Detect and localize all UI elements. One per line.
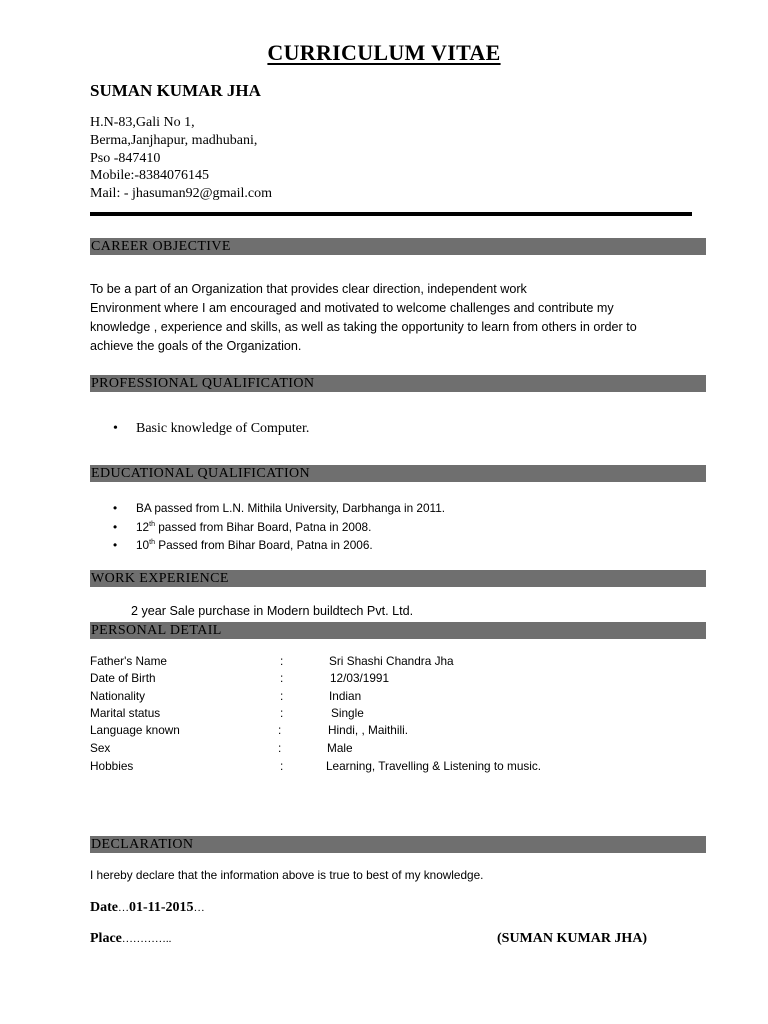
list-item: • BA passed from L.N. Mithila University, Darbhanga in 2011.: [113, 499, 445, 518]
section-bar-educational-qualification: [90, 465, 706, 482]
section-bar-career-objective: [90, 238, 706, 255]
detail-label: Hobbies: [90, 759, 134, 773]
bullet-icon: •: [113, 538, 118, 552]
detail-value: Male: [327, 741, 353, 755]
educational-qualification-list: [113, 499, 445, 555]
mobile-line: Mobile:-8384076145: [90, 168, 209, 184]
email-line: Mail: - jhasuman92@gmail.com: [90, 186, 273, 202]
work-experience-text: 2 year Sale purchase in Modern buildtech Pvt. Ltd.: [131, 604, 414, 618]
detail-separator: :: [280, 759, 284, 773]
objective-line: knowledge , experience and skills, as well as taking the opportunity to learn from others in order to: [90, 320, 637, 334]
place-line: Place…………..: [90, 931, 172, 946]
detail-label: Marital status: [90, 706, 161, 720]
list-item: • 10th Passed from Bihar Board, Patna in 2006.: [113, 536, 445, 555]
section-heading-personal-detail: PERSONAL DETAIL: [91, 623, 222, 638]
detail-value: 12/03/1991: [330, 671, 390, 685]
list-item: • 12th passed from Bihar Board, Patna in 2008.: [113, 518, 445, 537]
address-line-1: H.N-83,Gali No 1,: [90, 115, 195, 130]
section-bar-work-experience: [90, 570, 706, 587]
bullet-icon: •: [113, 519, 118, 534]
section-bar-professional-qualification: [90, 375, 706, 392]
address-line-2: Berma,Janjhapur, madhubani,: [90, 132, 258, 148]
header-divider: [90, 212, 692, 216]
objective-line: To be a part of an Organization that provides clear direction, independent work: [90, 282, 527, 296]
detail-separator: :: [280, 689, 284, 703]
bullet-icon: •: [113, 501, 118, 515]
place-label: Place: [90, 931, 122, 946]
detail-label: Language known: [90, 723, 180, 737]
date-value: 01-11-2015: [129, 900, 194, 915]
detail-value: Hindi, , Maithili.: [328, 723, 408, 737]
detail-separator: :: [278, 741, 282, 755]
date-line: Date…01-11-2015…: [90, 900, 205, 915]
detail-separator: :: [280, 654, 284, 668]
section-heading-work-experience: WORK EXPERIENCE: [91, 571, 229, 586]
contact-block: [90, 114, 272, 203]
signature-name: (SUMAN KUMAR JHA): [497, 931, 648, 946]
section-heading-career-objective: CAREER OBJECTIVE: [91, 239, 231, 254]
bullet-icon: •: [113, 421, 118, 436]
objective-line: achieve the goals of the Organization.: [90, 339, 302, 353]
detail-value: Learning, Travelling & Listening to music.: [326, 759, 542, 773]
career-objective-text: [90, 280, 637, 356]
candidate-name: SUMAN KUMAR JHA: [90, 81, 261, 100]
section-heading-educational-qualification: EDUCATIONAL QUALIFICATION: [91, 466, 311, 481]
section-bar-personal-detail: [90, 622, 706, 639]
date-label: Date: [90, 900, 118, 915]
detail-separator: :: [280, 706, 284, 720]
list-item: • Basic knowledge of Computer.: [113, 421, 310, 436]
section-heading-declaration: DECLARATION: [91, 837, 194, 852]
detail-value: Indian: [329, 689, 362, 703]
detail-label: Date of Birth: [90, 671, 156, 685]
detail-label: Father's Name: [90, 654, 167, 668]
detail-value: Sri Shashi Chandra Jha: [329, 654, 454, 668]
objective-line: Environment where I am encouraged and motivated to welcome challenges and contribute my: [90, 301, 614, 315]
section-heading-professional-qualification: PROFESSIONAL QUALIFICATION: [91, 376, 315, 391]
section-bar-declaration: [90, 836, 706, 853]
detail-label: Sex: [90, 741, 111, 755]
detail-separator: :: [278, 723, 282, 737]
declaration-text: I hereby declare that the information above is true to best of my knowledge.: [90, 868, 484, 882]
document-title: CURRICULUM VITAE: [267, 40, 501, 65]
detail-separator: :: [280, 671, 284, 685]
address-line-3: Pso -847410: [90, 150, 161, 166]
detail-label: Nationality: [90, 689, 146, 703]
detail-value: Single: [331, 706, 364, 720]
professional-qualification-list: [113, 420, 309, 438]
